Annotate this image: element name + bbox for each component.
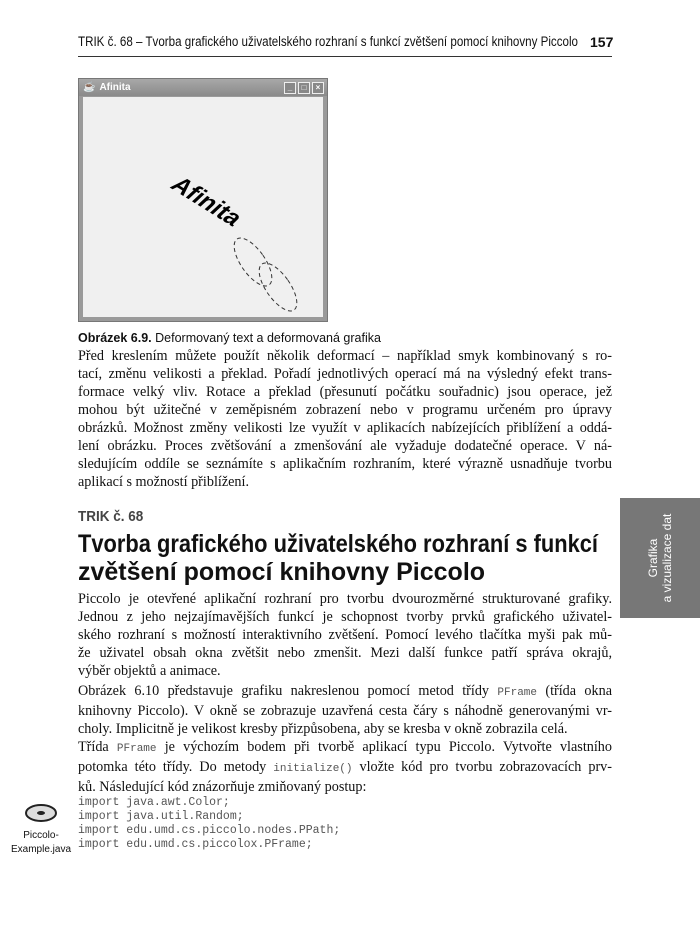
paragraph-piccolo: Piccolo je otevřené aplikační rozhraní pro tvorbu dvourozměrné strukturované grafiky. Jednou z jeho nejzajímavějších funkcí je schopnost tvorby prvků grafického uživatel- ského rozhraní s možností interaktivního zvětšení. Pomocí levého tlačítka myši pak mů- že uživatel obsah okna zvětšit nebo zmenšit. Mezi další funkce patří správa okrajů, výběr objektů a animace.	[78, 591, 612, 679]
paragraph-pframe: Třída PFrame je výchozím bodem při tvorbě aplikací typu Piccolo. Vytvořte vlastního potomka této třídy. Do metody initialize() vložte kód pro tvorbu zobrazovacích prv- ků. Následující kód znázorňuje zmiňovaný postup:	[78, 739, 612, 795]
section-title: Tvorba grafického uživatelského rozhraní s funkcí zvětšení pomocí knihovny Piccolo	[78, 530, 598, 586]
dashed-ellipse	[252, 257, 304, 317]
page-number: 157	[590, 34, 614, 50]
maximize-icon: □	[298, 82, 310, 94]
paragraph-intro: Před kreslením můžete použít několik deformací – například smyk kombinovaný s ro- tací, změnu velikosti a překlad. Pořadí jednotlivých operací má na výsledný efekt trans- formace velký vliv. Rotace a překlad (přesunutí počátku souřadnic) jsou operace, jež mohou být užitečné v zeměpisném zobrazení nebo v programu určeném pro úpravy obrázků. Možnost změny velikosti lze využít v aplikacích nabízejících přiblížení a oddá- lení obrázku. Proces zvětšování a zmenšování ale vyžaduje dodatečné operace. V ná- sledujícím oddíle se seznámíte s aplikačním rozhraním, které výrazně usnadňuje tvorbu aplikací s možností přiblížení.	[78, 348, 612, 490]
code-listing: import java.awt.Color; import java.util.Random; import edu.umd.cs.piccolo.nodes.PPath; import edu.umd.cs.piccolox.PFrame;	[78, 796, 341, 851]
section-label: TRIK č. 68	[78, 508, 144, 525]
header-rule	[78, 56, 612, 57]
skewed-text: Afinita	[164, 172, 249, 231]
cd-icon	[23, 800, 59, 824]
figure-caption: Obrázek 6.9. Deformovaný text a deformovaná grafika	[78, 331, 381, 345]
paragraph-figure-ref: Obrázek 6.10 představuje grafiku nakreslenou pomocí metod třídy PFrame (třída okna knihovny Piccolo). V okně se zobrazuje uzavřená cesta čáry s náhodně generovanými vr- choly. Implicitně je velikost kresby přizpůsobena, aby se kresba v okně zobrazila celá.	[78, 683, 612, 737]
window-titlebar	[79, 79, 327, 96]
dashed-ellipse	[227, 232, 279, 292]
affine-drawing	[83, 97, 325, 319]
java-cup-icon: ☕	[83, 82, 96, 93]
window-canvas	[83, 97, 323, 317]
window-title: Afinita	[99, 82, 131, 93]
chapter-side-tab: Grafika a vizualizace dat	[620, 498, 700, 618]
figure-window-screenshot	[78, 78, 328, 322]
close-icon: ×	[312, 82, 324, 94]
cd-file-reference: Piccolo- Example.java	[8, 800, 74, 857]
running-header: TRIK č. 68 – Tvorba grafického uživatelského rozhraní s funkcí zvětšení pomocí knihovny Piccolo	[78, 34, 578, 49]
minimize-icon: _	[284, 82, 296, 94]
